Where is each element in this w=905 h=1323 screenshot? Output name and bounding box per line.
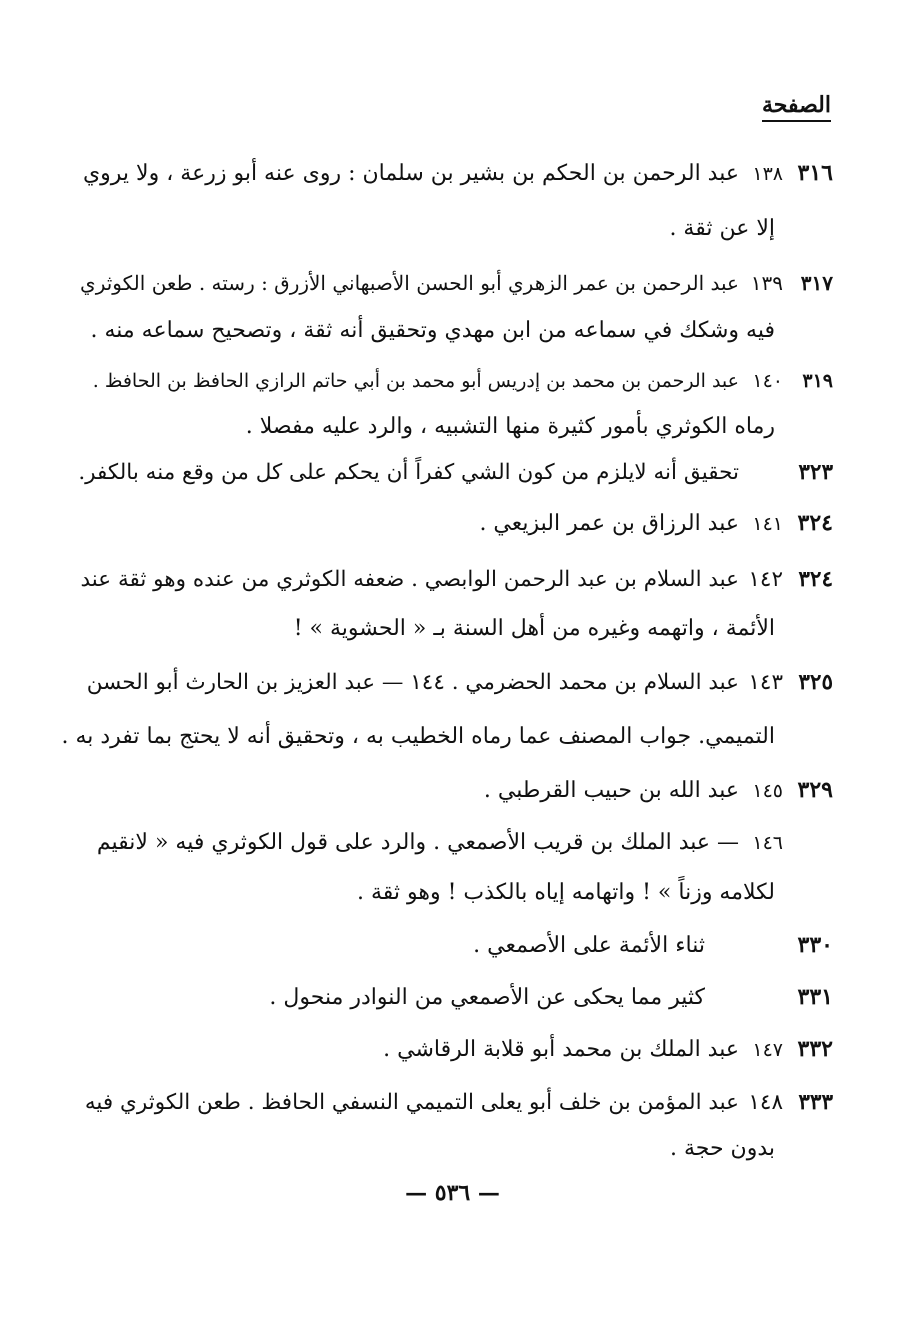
entry-continuation: فيه وشكك في سماعه من ابن مهدي وتحقيق أنه ثقة ، وتصحيح سماعه منه . — [90, 318, 775, 343]
index-entry — [473, 930, 833, 961]
entry-text: عبد الرحمن بن الحكم بن بشير بن سلمان : روى عنه أبو زرعة ، ولا يروي — [82, 161, 739, 186]
entry-number: ١٣٨ — [752, 163, 783, 185]
page-ref: ٣١٧ — [800, 271, 833, 295]
entry-continuation: بدون حجة . — [669, 1136, 775, 1161]
entry-number: ١٤٧ — [752, 1039, 783, 1061]
entry-text: تحقيق أنه لايلزم من كون الشي كفراً أن يحكم على كل من وقع منه بالكفر. — [78, 460, 739, 485]
page-ref: ٣٣١ — [797, 984, 833, 1010]
entry-number: ١٣٩ — [750, 271, 783, 295]
entry-text: عبد الرحمن بن محمد بن إدريس أبو محمد بن أبي حاتم الرازي الحافظ بن الحافظ . — [92, 370, 739, 392]
index-entry — [484, 775, 833, 806]
entry-text: عبد الملك بن محمد أبو قلابة الرقاشي . — [383, 1037, 739, 1062]
index-entry — [81, 565, 833, 595]
entry-number: ١٤٥ — [752, 780, 783, 802]
entry-continuation: إلا عن ثقة . — [669, 216, 775, 241]
page-ref: ٣٢٩ — [797, 777, 833, 803]
page-ref: ٣٢٤ — [797, 510, 833, 536]
page-ref: ٣٢٣ — [798, 460, 833, 485]
page-ref: ٣٣٢ — [797, 1036, 833, 1062]
entry-continuation: لكلامه وزناً » ! واتهامه إياه بالكذب ! وهو ثقة . — [356, 880, 775, 905]
page-ref: ٣١٦ — [797, 160, 833, 186]
entry-number: ١٤٣ — [748, 670, 783, 695]
index-entry — [93, 366, 833, 396]
page-ref: ٣٣٠ — [797, 932, 833, 958]
entry-continuation: الأئمة ، واتهمه وغيره من أهل السنة بـ « الحشوية » ! — [293, 616, 775, 641]
index-entry — [87, 668, 833, 698]
entry-text: عبد السلام بن عبد الرحمن الوابصي . ضعفه الكوثري من عنده وهو ثقة عند — [80, 567, 739, 592]
index-entry — [83, 158, 833, 189]
entry-text: — عبد الملك بن قريب الأصمعي . والرد على قول الكوثري فيه « لانقيم — [96, 830, 739, 855]
index-entry — [85, 1088, 833, 1118]
entry-text: كثير مما يحكى عن الأصمعي من النوادر منحول . — [269, 985, 705, 1010]
index-entry — [269, 982, 833, 1013]
entry-text: ثناء الأئمة على الأصمعي . — [473, 933, 705, 958]
entry-number: ١٤١ — [752, 513, 783, 535]
index-entry — [80, 268, 833, 298]
entry-number: ١٤٦ — [752, 832, 783, 854]
index-entry — [479, 508, 833, 539]
page-ref: ٣٣٣ — [798, 1090, 833, 1115]
entry-number: ١٤٨ — [748, 1090, 783, 1115]
page-ref: ٣١٩ — [802, 370, 833, 392]
entry-text: عبد المؤمن بن خلف أبو يعلى التميمي النسفي الحافظ . طعن الكوثري فيه — [84, 1090, 739, 1115]
entry-continuation: التميمي. جواب المصنف عما رماه الخطيب به ، وتحقيق أنه لا يحتج بما تفرد به . — [61, 724, 775, 749]
page-column-header: الصفحة — [762, 92, 831, 122]
entry-text: عبد الرزاق بن عمر البزيعي . — [479, 511, 739, 536]
entry-text: عبد الله بن حبيب القرطبي . — [483, 778, 739, 803]
entry-continuation: رماه الكوثري بأمور كثيرة منها التشبيه ، والرد عليه مفصلا . — [245, 414, 775, 439]
entry-text: عبد الرحمن بن عمر الزهري أبو الحسن الأصبهاني الأزرق : رسته . طعن الكوثري — [80, 271, 739, 295]
page-ref: ٣٢٤ — [798, 567, 833, 592]
index-entry — [78, 458, 833, 488]
entry-text: عبد السلام بن محمد الحضرمي . ١٤٤ — عبد العزيز بن الحارث أبو الحسن — [86, 670, 739, 695]
entry-number: ١٤٢ — [748, 567, 783, 592]
page-ref: ٣٢٥ — [798, 670, 833, 695]
page-number: — ٥٣٦ — — [405, 1180, 500, 1206]
entry-number: ١٤٠ — [752, 370, 783, 392]
index-entry — [383, 1034, 833, 1065]
index-entry — [97, 828, 833, 858]
